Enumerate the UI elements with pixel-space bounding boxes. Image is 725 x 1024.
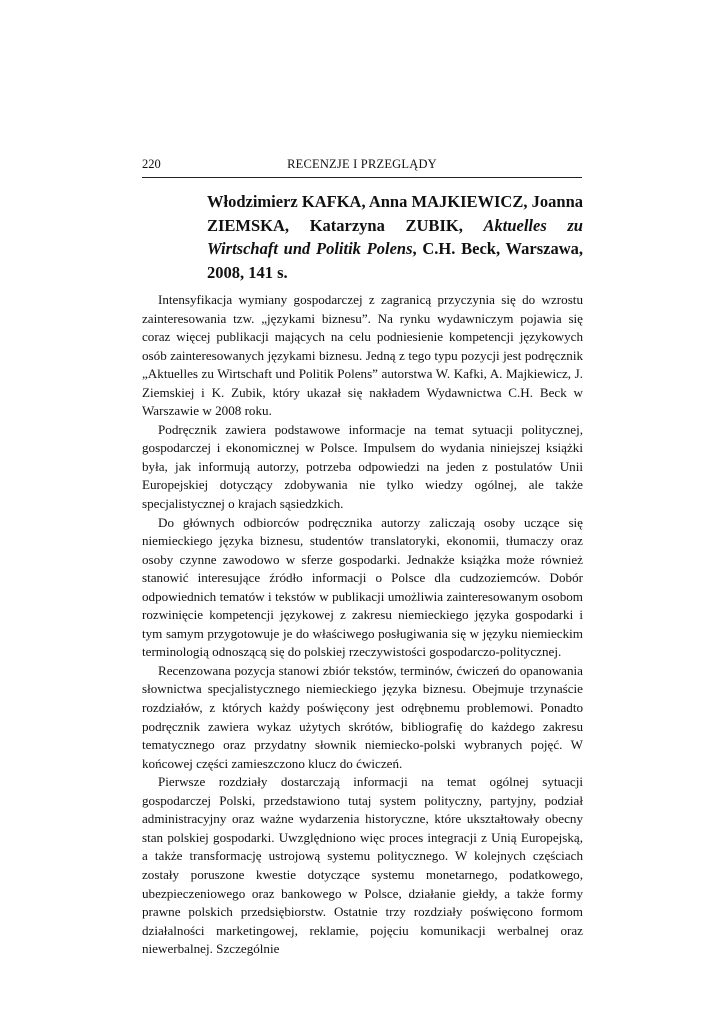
review-title (207, 190, 583, 284)
review-body (142, 291, 583, 959)
book-title: Aktuelles zu Wirtschaft und Politik Polens (207, 215, 583, 258)
paragraph: Podręcznik zawiera podstawowe informacje na temat sytuacji politycznej, gospodarczej i ekonomicznej w Polsce. Impulsem do wydania niniejszej książki była, jak informują autorzy, potrzeba odpowiedzi na jeden z postulatów Unii Europejskiej dotyczący zdobywania nie tylko wiedzy ogólnej, ale także specjalistycznej o krajach sąsiedzkich. (142, 421, 583, 512)
review-authors: Włodzimierz KAFKA, Anna MAJKIEWICZ, Joanna ZIEMSKA, Katarzyna ZUBIK, (207, 192, 583, 235)
running-title: RECENZJE I PRZEGLĄDY (287, 157, 437, 171)
paragraph: Intensyfikacja wymiany gospodarczej z zagranicą przyczynia się do wzrostu zainteresowania tzw. „językami biznesu”. Na rynku wydawniczym pojawia się coraz więcej publikacji mających na celu podniesienie kompetencji językowych osób zainteresowanych językami biznesu. Jedną z tego typu pozycji jest podręcznik „Aktuelles zu Wirtschaft und Politik Polens” autorstwa W. Kafki, A. Majkiewicz, J. Ziemskiej i K. Zubik, który ukazał się nakładem Wydawnictwa C.H. Beck w Warszawie w 2008 roku. (142, 292, 583, 419)
publication-info: , C.H. Beck, Warszawa, 2008, 141 s. (207, 239, 583, 282)
page-number: 220 (142, 157, 161, 171)
running-header (142, 157, 582, 178)
paragraph: Do głównych odbiorców podręcznika autorzy zaliczają osoby uczące się niemieckiego języka biznesu, studentów translatoryki, ekonomii, tłumaczy oraz osoby czynne zawodowo w sferze gospodarki. Jednakże książka może również stanowić interesujące źródło informacji o Polsce dla cudzoziemców. Dobór odpowiednich tematów i tekstów w publikacji umożliwia zainteresowanym osobom rozwinięcie kompetencji językowej z zakresu niemieckiego języka gospodarki i tym samym przygotowuje je do właściwego posługiwania się w języku niemieckim terminologią odnoszącą się do polskiej rzeczywistości gospodarczo-politycznej. (142, 514, 583, 660)
paragraph: Pierwsze rozdziały dostarczają informacji na temat ogólnej sytuacji gospodarczej Polski, przedstawiono tutaj system polityczny, partyjny, podział administracyjny oraz ważne wydarzenia historyczne, które ukształtowały obecny stan polskiej gospodarki. Uwzględniono więc proces integracji z Unią Europejską, a także transformację ustrojową systemu politycznego. W kolejnych częściach zostały poruszone kwestie dotyczące systemu monetarnego, podatkowego, ubezpieczeniowego oraz bankowego w Polsce, działanie giełdy, a także formy prawne polskich przedsiębiorstw. Ostatnie trzy rozdziały poświęcono formom działalności marketingowej, reklamie, pojęciu komunikacji werbalnej oraz niewerbalnej. Szczególnie (142, 774, 583, 957)
paragraph: Recenzowana pozycja stanowi zbiór tekstów, terminów, ćwiczeń do opanowania słownictwa specjalistycznego niemieckiego języka biznesu. Obejmuje trzynaście rozdziałów, z których każdy poświęcony jest odrębnemu problemowi. Ponadto podręcznik zawiera wykaz użytych skrótów, bibliografię do każdego zakresu tematycznego oraz przydatny słownik niemiecko-polski wybranych pojęć. W końcowej części zamieszczono klucz do ćwiczeń. (142, 662, 583, 771)
